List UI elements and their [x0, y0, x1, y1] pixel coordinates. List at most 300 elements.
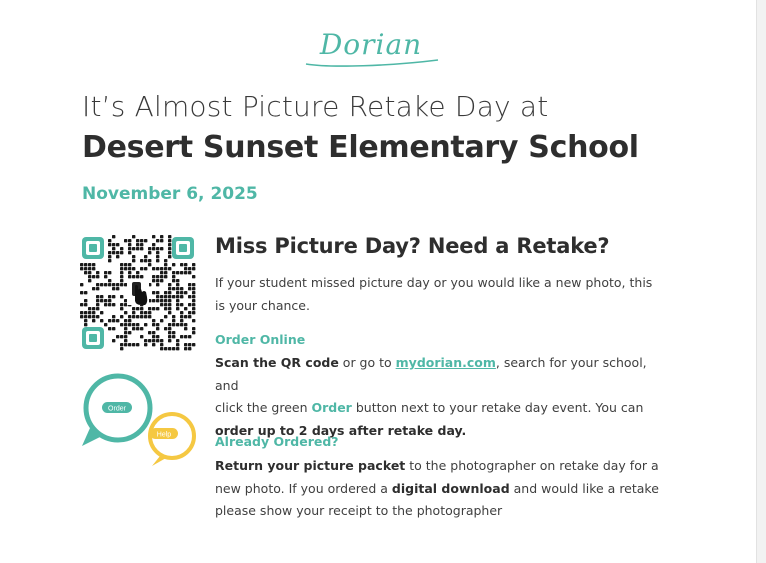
qr-module: [132, 343, 135, 346]
new-photo-text: new photo. If you ordered a: [215, 480, 392, 496]
qr-module: [180, 263, 183, 266]
qr-module: [188, 287, 191, 290]
qr-module: [184, 263, 187, 266]
qr-module: [152, 275, 155, 278]
qr-module: [192, 319, 195, 322]
qr-module: [148, 251, 151, 254]
qr-module: [188, 283, 191, 286]
qr-module: [104, 303, 107, 306]
qr-module: [172, 279, 175, 282]
qr-module: [136, 343, 139, 346]
qr-module: [156, 335, 159, 338]
qr-module: [140, 335, 143, 338]
qr-module: [164, 271, 167, 274]
qr-module: [124, 335, 127, 338]
qr-module: [132, 275, 135, 278]
qr-module: [108, 239, 111, 242]
qr-module: [172, 331, 175, 334]
qr-module: [124, 283, 127, 286]
qr-module: [184, 315, 187, 318]
order-online-title: Order Online: [215, 332, 306, 347]
qr-module: [128, 315, 131, 318]
qr-module: [96, 307, 99, 310]
qr-module: [164, 299, 167, 302]
qr-module: [152, 247, 155, 250]
qr-module: [164, 291, 167, 294]
qr-module: [180, 319, 183, 322]
qr-module: [172, 315, 175, 318]
qr-module: [80, 315, 83, 318]
qr-module: [160, 343, 163, 346]
qr-module: [192, 267, 195, 270]
order-deadline-text: order up to 2 days after retake day.: [215, 422, 467, 438]
qr-module: [104, 271, 107, 274]
qr-module: [84, 323, 87, 326]
qr-module: [156, 247, 159, 250]
qr-module: [140, 259, 143, 262]
qr-module: [128, 343, 131, 346]
qr-module: [80, 263, 83, 266]
qr-module: [192, 299, 195, 302]
qr-module: [140, 307, 143, 310]
qr-module: [168, 303, 171, 306]
qr-module: [108, 299, 111, 302]
qr-module: [192, 343, 195, 346]
qr-module: [180, 271, 183, 274]
qr-module: [168, 255, 171, 258]
qr-module: [160, 303, 163, 306]
qr-module: [96, 295, 99, 298]
qr-module: [160, 295, 163, 298]
qr-module: [80, 311, 83, 314]
qr-module: [124, 339, 127, 342]
qr-module: [152, 279, 155, 282]
qr-module: [84, 311, 87, 314]
qr-module: [112, 303, 115, 306]
qr-module: [84, 291, 87, 294]
qr-module: [84, 303, 87, 306]
qr-module: [156, 291, 159, 294]
qr-code[interactable]: [80, 235, 196, 351]
qr-module: [92, 307, 95, 310]
page-title-line1: It’s Almost Picture Retake Day at: [82, 90, 549, 123]
qr-module: [152, 319, 155, 322]
logo-text: Dorian: [319, 28, 423, 61]
qr-module: [124, 303, 127, 306]
qr-module: [184, 347, 187, 350]
qr-module: [120, 271, 123, 274]
qr-module: [112, 315, 115, 318]
qr-module: [152, 243, 155, 246]
qr-module: [112, 327, 115, 330]
qr-module: [124, 327, 127, 330]
qr-module: [180, 315, 183, 318]
qr-module: [156, 255, 159, 258]
qr-module: [108, 271, 111, 274]
qr-module: [140, 327, 143, 330]
qr-module: [164, 307, 167, 310]
qr-module: [128, 247, 131, 250]
qr-module: [188, 347, 191, 350]
qr-module: [100, 319, 103, 322]
qr-module: [148, 331, 151, 334]
qr-module: [152, 335, 155, 338]
qr-module: [168, 335, 171, 338]
qr-module: [168, 267, 171, 270]
qr-module: [164, 327, 167, 330]
qr-module: [124, 263, 127, 266]
qr-module: [92, 315, 95, 318]
qr-module: [176, 347, 179, 350]
qr-module: [180, 287, 183, 290]
retake-date: November 6, 2025: [82, 184, 258, 204]
qr-module: [92, 275, 95, 278]
qr-module: [120, 335, 123, 338]
qr-module: [160, 347, 163, 350]
qr-module: [120, 263, 123, 266]
qr-module: [116, 319, 119, 322]
section-heading: Miss Picture Day? Need a Retake?: [215, 234, 610, 258]
qr-module: [176, 307, 179, 310]
qr-module: [112, 251, 115, 254]
qr-module: [128, 331, 131, 334]
qr-module: [168, 295, 171, 298]
to-photographer-text: to the photographer on retake day for a: [405, 458, 659, 473]
qr-module: [152, 339, 155, 342]
qr-module: [144, 239, 147, 242]
qr-module: [148, 339, 151, 342]
qr-module: [120, 315, 123, 318]
qr-module: [124, 239, 127, 242]
qr-module: [192, 283, 195, 286]
qr-module: [160, 247, 163, 250]
qr-module: [112, 243, 115, 246]
qr-module: [128, 239, 131, 242]
qr-module: [128, 271, 131, 274]
qr-module: [188, 311, 191, 314]
qr-module: [136, 271, 139, 274]
qr-module: [112, 235, 115, 238]
qr-module: [172, 263, 175, 266]
qr-module: [92, 311, 95, 314]
qr-module: [108, 283, 111, 286]
qr-module: [104, 275, 107, 278]
qr-module: [180, 323, 183, 326]
qr-module: [152, 307, 155, 310]
qr-module: [124, 343, 127, 346]
qr-module: [112, 287, 115, 290]
qr-module: [148, 311, 151, 314]
qr-module: [192, 263, 195, 266]
qr-module: [152, 235, 155, 238]
qr-module: [88, 307, 91, 310]
qr-module: [112, 283, 115, 286]
qr-module: [192, 311, 195, 314]
qr-module: [180, 311, 183, 314]
qr-module: [188, 343, 191, 346]
qr-module: [92, 267, 95, 270]
qr-module: [140, 239, 143, 242]
qr-module: [160, 279, 163, 282]
qr-module: [176, 339, 179, 342]
qr-module: [176, 287, 179, 290]
qr-module: [172, 275, 175, 278]
qr-module: [164, 295, 167, 298]
qr-module: [180, 335, 183, 338]
qr-module: [148, 307, 151, 310]
qr-module: [116, 251, 119, 254]
qr-module: [172, 323, 175, 326]
qr-module: [88, 263, 91, 266]
qr-module: [156, 299, 159, 302]
qr-module: [120, 275, 123, 278]
qr-module: [124, 331, 127, 334]
qr-module: [156, 259, 159, 262]
goto-text: or go to: [338, 355, 396, 370]
qr-module: [124, 323, 127, 326]
qr-module: [188, 315, 191, 318]
qr-module: [108, 243, 111, 246]
qr-module: [188, 267, 191, 270]
qr-module: [176, 291, 179, 294]
qr-module: [168, 243, 171, 246]
qr-module: [168, 235, 171, 238]
qr-module: [168, 331, 171, 334]
qr-module: [108, 327, 111, 330]
qr-module: [100, 311, 103, 314]
qr-module: [96, 315, 99, 318]
qr-module: [192, 287, 195, 290]
qr-module: [184, 271, 187, 274]
qr-module: [168, 339, 171, 342]
order-pill-label: Order: [108, 405, 126, 413]
qr-module: [192, 327, 195, 330]
qr-module: [176, 283, 179, 286]
qr-module: [160, 267, 163, 270]
qr-module: [84, 267, 87, 270]
qr-module: [112, 339, 115, 342]
qr-module: [156, 275, 159, 278]
qr-module: [188, 295, 191, 298]
page-edge-scrollbar: [756, 0, 766, 563]
qr-module: [120, 283, 123, 286]
order-help-bubbles-illustration: [80, 370, 198, 468]
qr-module: [132, 315, 135, 318]
qr-module: [180, 303, 183, 306]
qr-module: [184, 307, 187, 310]
qr-module: [152, 323, 155, 326]
qr-module: [100, 299, 103, 302]
click-text: click the green: [215, 400, 312, 415]
qr-module: [120, 251, 123, 254]
qr-module: [168, 347, 171, 350]
qr-module: [132, 311, 135, 314]
qr-module: [152, 291, 155, 294]
qr-module: [112, 319, 115, 322]
qr-module: [128, 243, 131, 246]
qr-module: [132, 247, 135, 250]
qr-module: [140, 315, 143, 318]
qr-module: [160, 235, 163, 238]
qr-module: [180, 295, 183, 298]
qr-module: [156, 251, 159, 254]
qr-module: [160, 239, 163, 242]
qr-module: [156, 307, 159, 310]
qr-module: [104, 299, 107, 302]
qr-module: [128, 323, 131, 326]
qr-module: [192, 307, 195, 310]
qr-module: [168, 311, 171, 314]
qr-module: [124, 267, 127, 270]
qr-module: [164, 275, 167, 278]
qr-module: [164, 259, 167, 262]
qr-module: [192, 331, 195, 334]
qr-module: [136, 275, 139, 278]
qr-module: [168, 327, 171, 330]
qr-module: [168, 287, 171, 290]
qr-module: [136, 307, 139, 310]
qr-module: [136, 239, 139, 242]
page-title-school: Desert Sunset Elementary School: [82, 130, 639, 165]
qr-module: [176, 303, 179, 306]
qr-module: [156, 279, 159, 282]
qr-module: [124, 299, 127, 302]
qr-module: [132, 235, 135, 238]
qr-module: [184, 323, 187, 326]
digital-download-text: digital download: [391, 480, 510, 496]
qr-module: [132, 267, 135, 270]
qr-module: [140, 311, 143, 314]
qr-module: [156, 283, 159, 286]
qr-module: [172, 347, 175, 350]
return-packet-text: Return your picture packet: [215, 458, 406, 473]
qr-module: [84, 299, 87, 302]
qr-module: [168, 291, 171, 294]
qr-module: [96, 283, 99, 286]
already-ordered-paragraph: [215, 455, 665, 523]
qr-module: [144, 311, 147, 314]
qr-module: [128, 319, 131, 322]
qr-module: [108, 303, 111, 306]
qr-module: [148, 247, 151, 250]
qr-module: [184, 267, 187, 270]
qr-module: [156, 327, 159, 330]
qr-module: [92, 319, 95, 322]
qr-module: [108, 295, 111, 298]
qr-module: [156, 339, 159, 342]
qr-module: [172, 287, 175, 290]
qr-module: [88, 271, 91, 274]
qr-module: [148, 259, 151, 262]
qr-module: [80, 303, 83, 306]
qr-module: [136, 247, 139, 250]
qr-module: [80, 291, 83, 294]
qr-module: [184, 291, 187, 294]
qr-module: [160, 275, 163, 278]
qr-module: [152, 299, 155, 302]
qr-module: [92, 263, 95, 266]
qr-module: [120, 247, 123, 250]
qr-module: [128, 267, 131, 270]
qr-module: [132, 307, 135, 310]
dorian-logo: [300, 28, 442, 72]
qr-module: [172, 295, 175, 298]
qr-module: [192, 295, 195, 298]
order-online-paragraph: [215, 352, 665, 442]
would-like-text: and would like a retake: [509, 480, 659, 496]
intro-paragraph: [215, 272, 665, 317]
qr-module: [140, 275, 143, 278]
qr-module: [96, 303, 99, 306]
order-word: Order: [311, 400, 352, 415]
qr-module: [160, 271, 163, 274]
qr-module: [84, 319, 87, 322]
qr-module: [176, 279, 179, 282]
qr-module: [140, 247, 143, 250]
qr-module: [128, 275, 131, 278]
qr-module: [188, 271, 191, 274]
qr-module: [132, 327, 135, 330]
qr-module: [176, 295, 179, 298]
qr-module: [96, 271, 99, 274]
qr-module: [136, 243, 139, 246]
qr-module: [176, 343, 179, 346]
qr-module: [168, 283, 171, 286]
qr-module: [164, 267, 167, 270]
qr-module: [152, 331, 155, 334]
qr-module: [192, 303, 195, 306]
qr-module: [156, 267, 159, 270]
already-ordered-title: Already Ordered?: [215, 434, 339, 449]
mydorian-link[interactable]: mydorian.com: [395, 355, 496, 370]
qr-module: [92, 287, 95, 290]
qr-module: [148, 263, 151, 266]
qr-module: [144, 267, 147, 270]
qr-module: [144, 339, 147, 342]
qr-module: [140, 243, 143, 246]
qr-module: [172, 319, 175, 322]
scan-qr-text: Scan the QR code: [215, 355, 339, 370]
qr-module: [120, 347, 123, 350]
qr-module: [116, 255, 119, 258]
qr-module: [168, 323, 171, 326]
qr-module: [100, 295, 103, 298]
qr-module: [164, 347, 167, 350]
qr-module: [120, 343, 123, 346]
qr-module: [80, 283, 83, 286]
search-text: , search for your school, and: [215, 355, 647, 393]
qr-module: [116, 287, 119, 290]
qr-module: [140, 267, 143, 270]
qr-module: [172, 335, 175, 338]
qr-module: [160, 299, 163, 302]
qr-module: [120, 267, 123, 270]
qr-module: [160, 319, 163, 322]
qr-module: [136, 323, 139, 326]
qr-module: [80, 267, 83, 270]
qr-module: [84, 315, 87, 318]
qr-module: [108, 279, 111, 282]
qr-module: [112, 295, 115, 298]
qr-module: [144, 315, 147, 318]
qr-module: [88, 279, 91, 282]
qr-module: [164, 315, 167, 318]
qr-module: [152, 343, 155, 346]
qr-module: [184, 327, 187, 330]
qr-module: [112, 247, 115, 250]
qr-module: [120, 303, 123, 306]
qr-module: [168, 247, 171, 250]
